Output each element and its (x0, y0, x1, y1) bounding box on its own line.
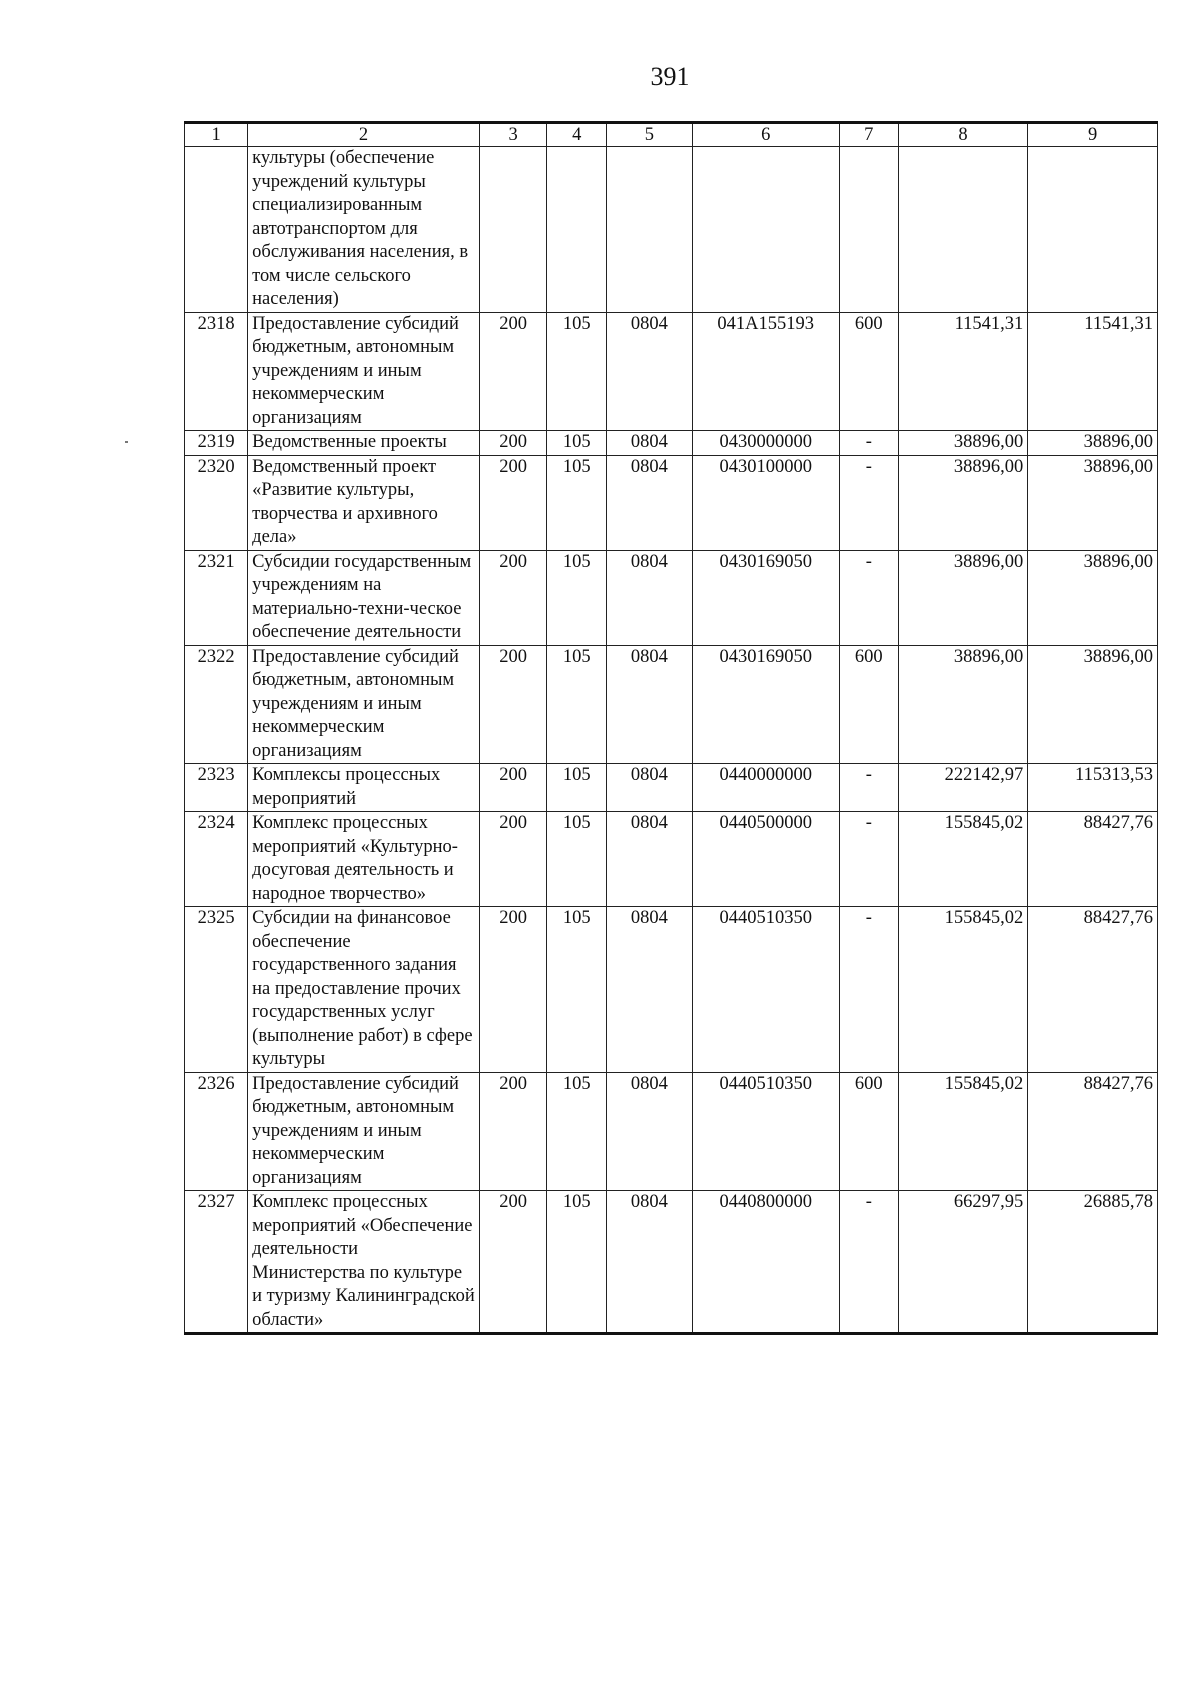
col3-value: 200 (479, 431, 547, 456)
col8-amount (898, 147, 1028, 313)
table-row (185, 764, 1158, 812)
col3-value: 200 (479, 764, 547, 812)
table-row (185, 1072, 1158, 1191)
table-row (185, 431, 1158, 456)
col8-amount: 66297,95 (898, 1191, 1028, 1334)
col5-value (607, 147, 692, 313)
col8-amount: 222142,97 (898, 764, 1028, 812)
row-name: культуры (обеспечение учреждений культуры специализированным автотранспортом для обслуживания населения, в том числе сельского населения) (248, 147, 480, 313)
table-row (185, 550, 1158, 645)
col7-value: 600 (839, 1072, 898, 1191)
header-cell: 6 (692, 123, 839, 147)
row-number: 2321 (185, 550, 248, 645)
col9-amount: 88427,76 (1028, 907, 1158, 1073)
row-number: 2324 (185, 812, 248, 907)
table-row (185, 812, 1158, 907)
row-name: Предоставление субсидий бюджетным, автономным учреждениям и иным некоммерческим организациям (248, 645, 480, 764)
col7-value: 600 (839, 312, 898, 431)
col7-value: - (839, 1191, 898, 1334)
header-cell: 8 (898, 123, 1028, 147)
table-row (185, 907, 1158, 1073)
row-name: Ведомственный проект «Развитие культуры, творчества и архивного дела» (248, 455, 480, 550)
row-number (185, 147, 248, 313)
table-row (185, 312, 1158, 431)
budget-table (184, 121, 1158, 1335)
col3-value: 200 (479, 1072, 547, 1191)
col7-value: - (839, 550, 898, 645)
row-number: 2322 (185, 645, 248, 764)
row-number: 2323 (185, 764, 248, 812)
header-cell: 4 (547, 123, 607, 147)
col3-value: 200 (479, 455, 547, 550)
col5-value: 0804 (607, 907, 692, 1073)
col9-amount: 88427,76 (1028, 812, 1158, 907)
col4-value: 105 (547, 812, 607, 907)
col9-amount: 26885,78 (1028, 1191, 1158, 1334)
table-row (185, 1191, 1158, 1334)
col3-value: 200 (479, 1191, 547, 1334)
col8-amount: 155845,02 (898, 1072, 1028, 1191)
col5-value: 0804 (607, 455, 692, 550)
header-cell: 5 (607, 123, 692, 147)
col3-value: 200 (479, 907, 547, 1073)
col8-amount: 155845,02 (898, 907, 1028, 1073)
row-number: 2327 (185, 1191, 248, 1334)
col8-amount: 38896,00 (898, 455, 1028, 550)
col7-value: - (839, 764, 898, 812)
col9-amount: 38896,00 (1028, 431, 1158, 456)
col8-amount: 11541,31 (898, 312, 1028, 431)
col7-value: 600 (839, 645, 898, 764)
col4-value: 105 (547, 312, 607, 431)
col4-value: 105 (547, 1191, 607, 1334)
table-row (185, 147, 1158, 313)
col9-amount (1028, 147, 1158, 313)
col6-value (692, 147, 839, 313)
col5-value: 0804 (607, 550, 692, 645)
col9-amount: 38896,00 (1028, 645, 1158, 764)
row-name: Предоставление субсидий бюджетным, автономным учреждениям и иным некоммерческим организациям (248, 312, 480, 431)
row-name: Комплексы процессных мероприятий (248, 764, 480, 812)
col8-amount: 155845,02 (898, 812, 1028, 907)
header-cell: 1 (185, 123, 248, 147)
col4-value: 105 (547, 764, 607, 812)
col5-value: 0804 (607, 1191, 692, 1334)
col5-value: 0804 (607, 764, 692, 812)
table-row (185, 455, 1158, 550)
col3-value: 200 (479, 812, 547, 907)
col5-value: 0804 (607, 431, 692, 456)
col5-value: 0804 (607, 645, 692, 764)
col9-amount: 115313,53 (1028, 764, 1158, 812)
col7-value: - (839, 455, 898, 550)
col4-value: 105 (547, 1072, 607, 1191)
col9-amount: 11541,31 (1028, 312, 1158, 431)
col4-value (547, 147, 607, 313)
col4-value: 105 (547, 431, 607, 456)
col6-value: 0440800000 (692, 1191, 839, 1334)
col8-amount: 38896,00 (898, 431, 1028, 456)
col5-value: 0804 (607, 812, 692, 907)
col7-value: - (839, 431, 898, 456)
col3-value (479, 147, 547, 313)
col9-amount: 38896,00 (1028, 550, 1158, 645)
col6-value: 0430169050 (692, 550, 839, 645)
header-cell: 7 (839, 123, 898, 147)
col6-value: 0440510350 (692, 1072, 839, 1191)
row-name: Субсидии государственным учреждениям на материально-техни-ческое обеспечение деятельности (248, 550, 480, 645)
row-name: Комплекс процессных мероприятий «Культурно-досуговая деятельность и народное творчество» (248, 812, 480, 907)
col9-amount: 38896,00 (1028, 455, 1158, 550)
col3-value: 200 (479, 550, 547, 645)
row-number: 2318 (185, 312, 248, 431)
col9-amount: 88427,76 (1028, 1072, 1158, 1191)
col8-amount: 38896,00 (898, 550, 1028, 645)
header-cell: 3 (479, 123, 547, 147)
col3-value: 200 (479, 312, 547, 431)
row-name: Предоставление субсидий бюджетным, автономным учреждениям и иным некоммерческим организациям (248, 1072, 480, 1191)
col6-value: 0430000000 (692, 431, 839, 456)
col4-value: 105 (547, 455, 607, 550)
col3-value: 200 (479, 645, 547, 764)
col6-value: 0440510350 (692, 907, 839, 1073)
col4-value: 105 (547, 550, 607, 645)
row-number: 2326 (185, 1072, 248, 1191)
col4-value: 105 (547, 907, 607, 1073)
row-number: 2320 (185, 455, 248, 550)
row-number: 2319 (185, 431, 248, 456)
col6-value: 0430100000 (692, 455, 839, 550)
col5-value: 0804 (607, 312, 692, 431)
table-row (185, 645, 1158, 764)
header-cell: 9 (1028, 123, 1158, 147)
col6-value: 0440500000 (692, 812, 839, 907)
row-name: Субсидии на финансовое обеспечение государственного задания на предоставление прочих государственных услуг (выполнение работ) в сфере культуры (248, 907, 480, 1073)
header-cell: 2 (248, 123, 480, 147)
row-name: Ведомственные проекты (248, 431, 480, 456)
col5-value: 0804 (607, 1072, 692, 1191)
scan-speck (125, 441, 128, 443)
col8-amount: 38896,00 (898, 645, 1028, 764)
col7-value: - (839, 907, 898, 1073)
col4-value: 105 (547, 645, 607, 764)
col6-value: 0430169050 (692, 645, 839, 764)
row-number: 2325 (185, 907, 248, 1073)
header-row (185, 123, 1158, 147)
col7-value (839, 147, 898, 313)
col6-value: 041A155193 (692, 312, 839, 431)
col7-value: - (839, 812, 898, 907)
page-number: 391 (650, 62, 690, 91)
col6-value: 0440000000 (692, 764, 839, 812)
row-name: Комплекс процессных мероприятий «Обеспечение деятельности Министерства по культуре и туризму Калининградской области» (248, 1191, 480, 1334)
